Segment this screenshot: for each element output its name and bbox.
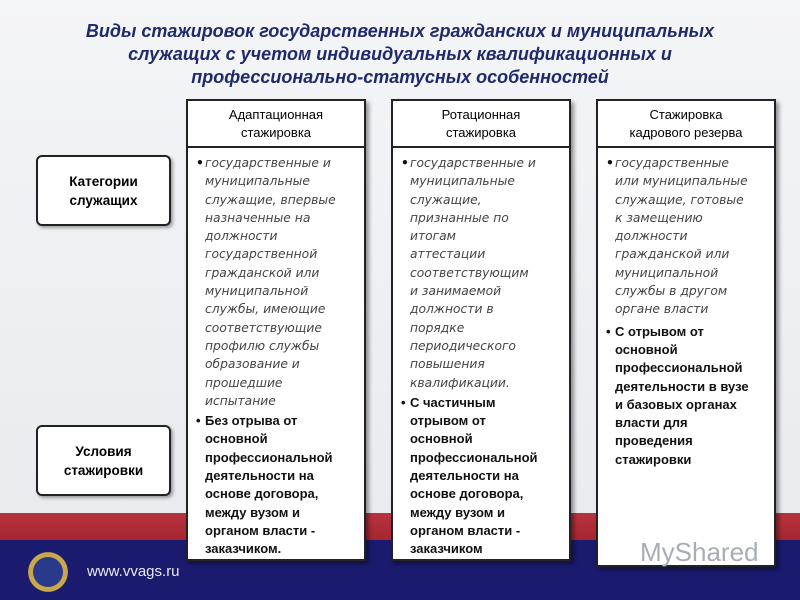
watermark: MyShared <box>640 537 759 567</box>
label-conditions: Условия стажировки <box>36 425 171 496</box>
footer-website[interactable]: www.vvags.ru <box>87 563 180 580</box>
academy-emblem-icon <box>26 548 70 596</box>
column-header: Адаптационная стажировка <box>188 101 364 148</box>
column-header: Ротационная стажировка <box>393 101 569 148</box>
condition-text: • С отрывом от основной профессиональной деятельности в вузе и базовых органах власти для проведения стажировки <box>606 323 768 469</box>
category-text: • государственные и муниципальные служащие, впервые назначенные на должности государственной гражданской или муниципальной службы, имеющие соответствующие профилю службы образование и прошедшие испытание <box>196 154 358 410</box>
condition-text: • Без отрыва от основной профессиональной деятельности на основе договора, между вузом и органом власти - заказчиком. <box>196 412 358 558</box>
column-header: Стажировка кадрового резерва <box>598 101 774 148</box>
column-reserve <box>596 99 776 567</box>
column-rotation <box>391 99 571 561</box>
slide-title: Виды стажировок государственных гражданских и муниципальных служащих с учетом индивидуальных квалификационных и профессионально-статусных особенностей <box>85 21 715 87</box>
label-categories: Категории служащих <box>36 155 171 226</box>
column-adaptation <box>186 99 366 561</box>
category-text: • государственные и муниципальные служащие, признанные по итогам аттестации соответствующим и занимаемой должности в порядке периодического повышения квалификации. <box>401 154 563 392</box>
category-text: • государственные или муниципальные служащие, готовые к замещению должности гражданской или муниципальной службы в другом органе власти <box>606 154 768 319</box>
condition-text: • С частичным отрывом от основной профессиональной деятельности на основе договора, между вузом и органом власти - заказчиком <box>401 394 563 559</box>
